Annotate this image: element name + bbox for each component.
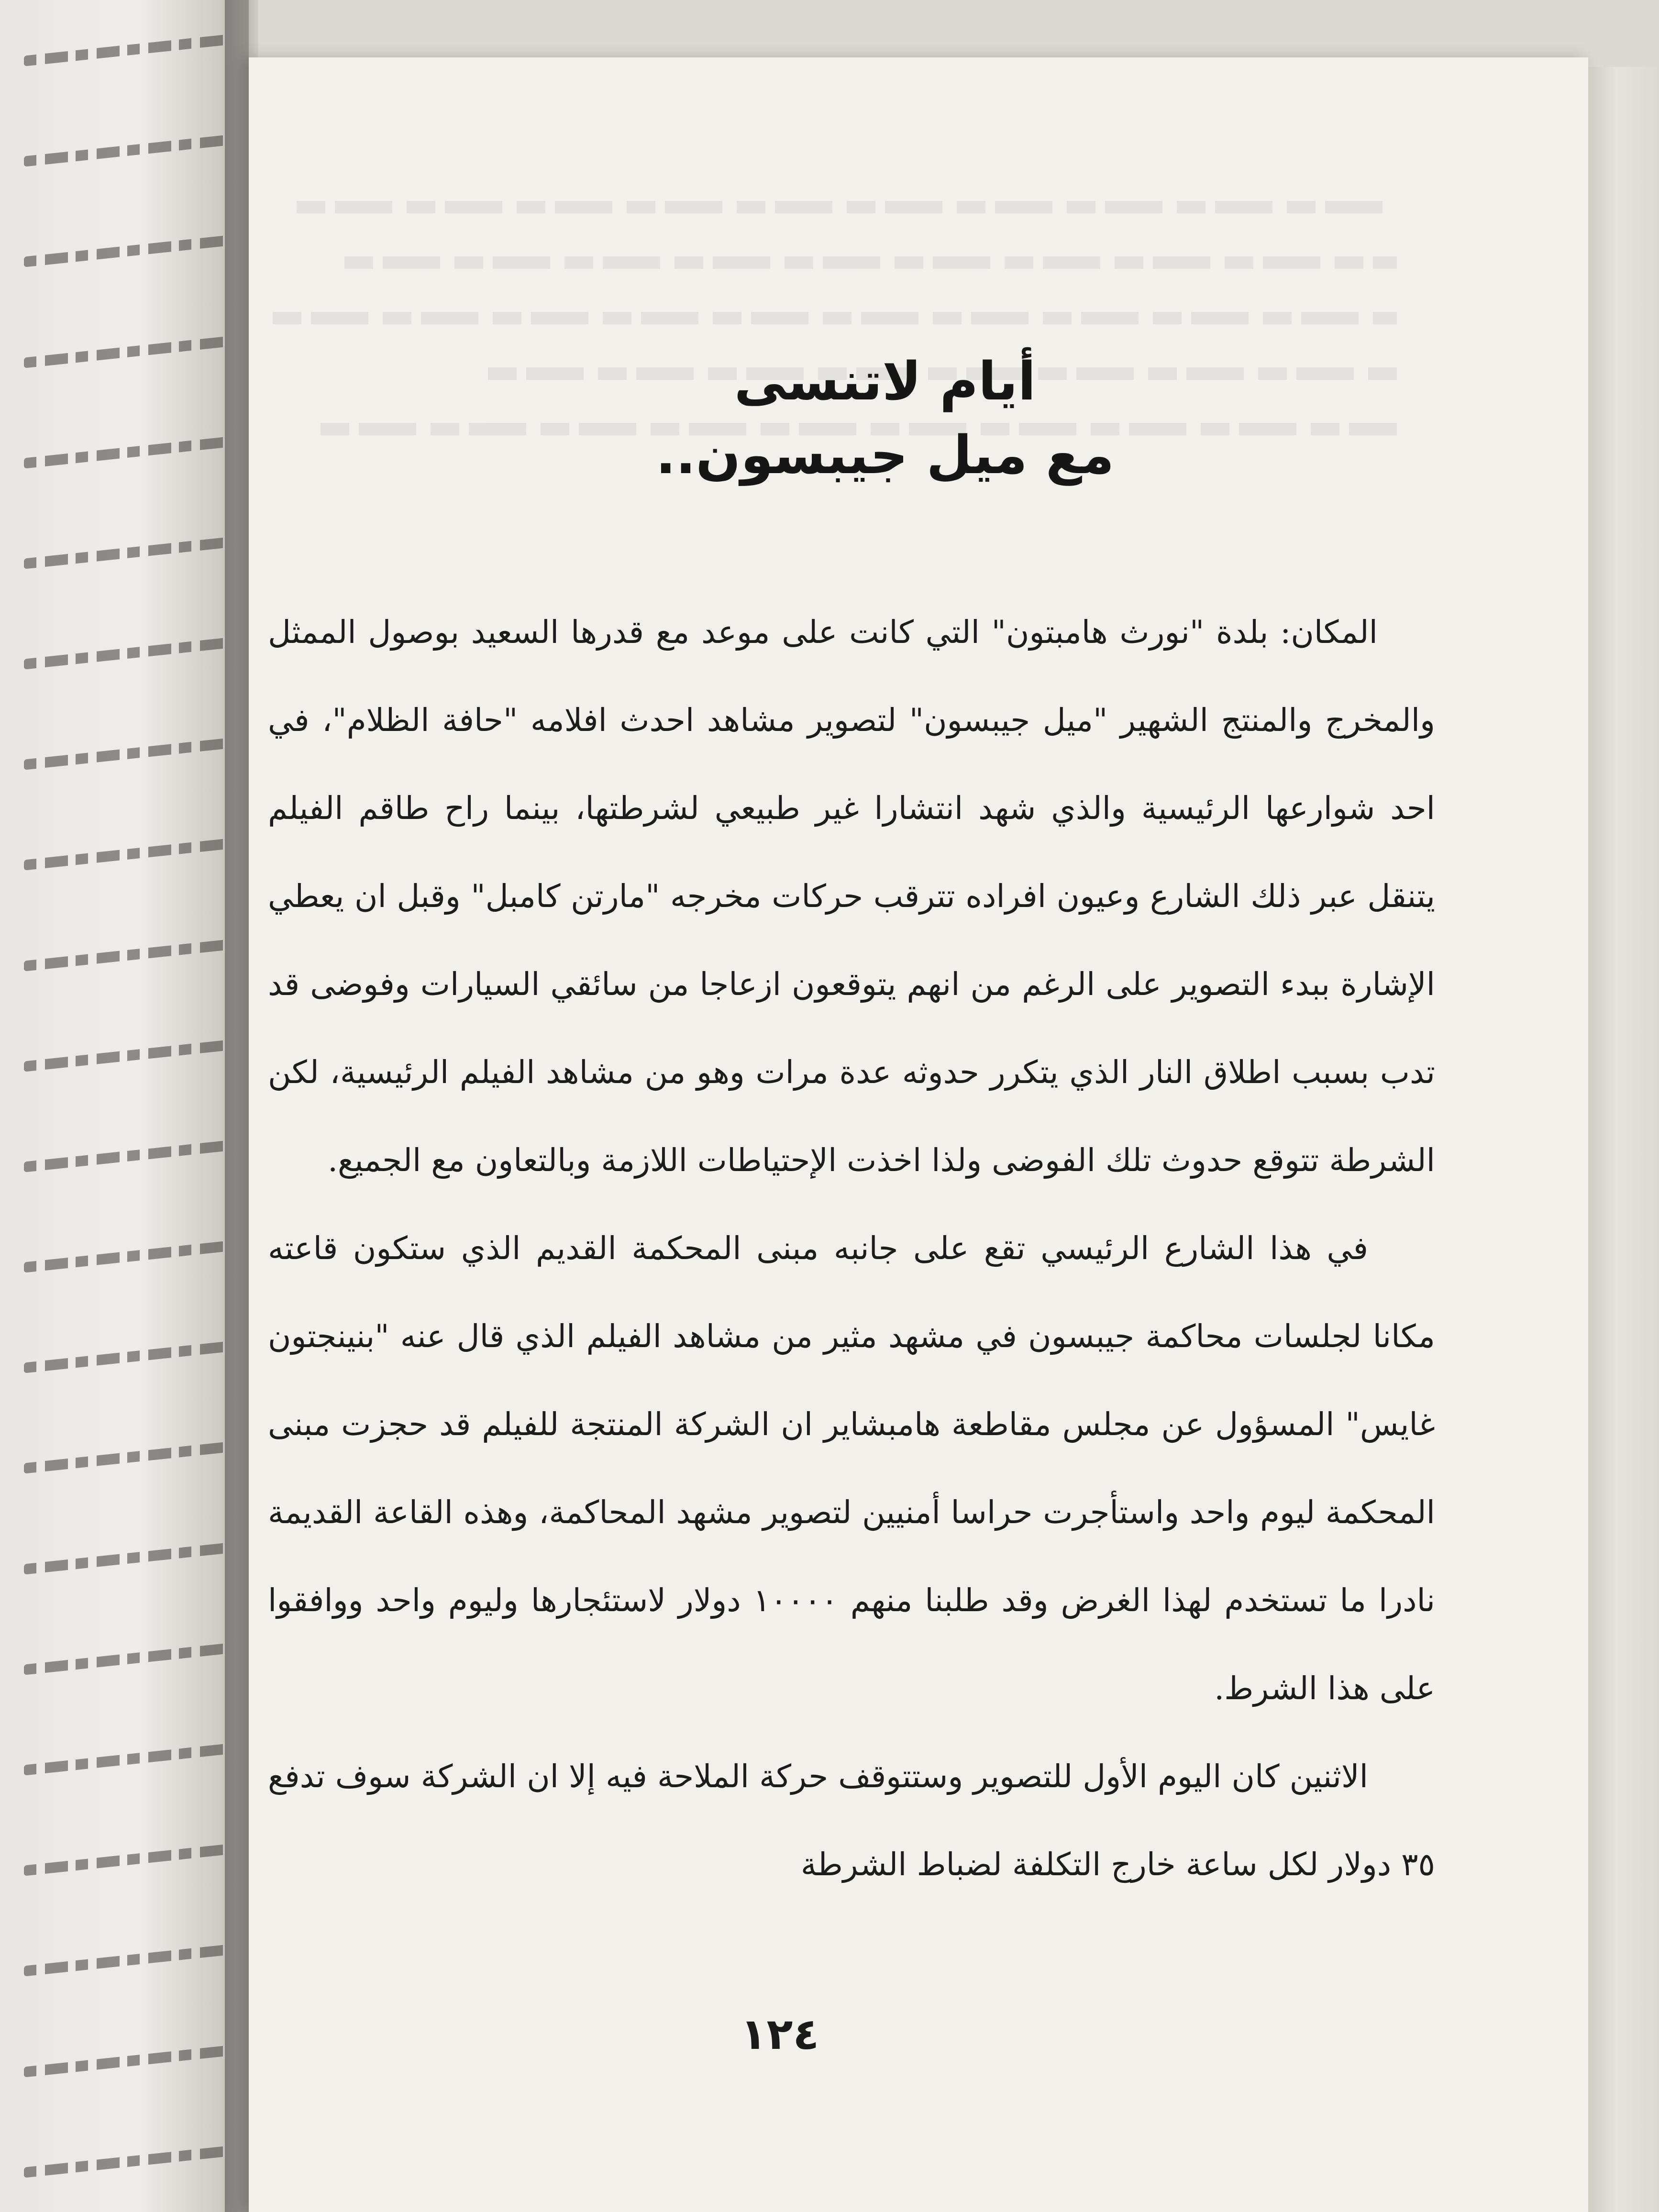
paragraph: في هذا الشارع الرئيسي تقع على جانبه مبنى المحكمة القديم الذي ستكون قاعته مكانا لجلسات محاكمة جيبسون في مشهد مثير من مشاهد الفيلم الذي قال عنه "بنينجتون غايس" المسؤول عن مجلس مقاطعة هامبشاير ان الشركة المنتجة للفيلم قد حجزت مبنى المحكمة ليوم واحد واستأجرت حراسا أمنيين لتصوير مشهد المحاكمة، وهذه القاعة القديمة نادرا ما تستخدم لهذا الغرض وقد طلبنا منهم ١٠٠٠٠ دولار لاستئجارها وليوم واحد ووافقوا على هذا الشرط. <box>268 1230 1435 1707</box>
page-edge <box>1588 67 1659 2212</box>
page-number: ١٢٤ <box>740 2009 819 2059</box>
chapter-title <box>622 344 1148 492</box>
paragraph: الاثنين كان اليوم الأول للتصوير وستتوقف حركة الملاحة فيه إلا ان الشركة سوف تدفع ٣٥ دولار لكل ساعة خارج التكلفة لضباط الشرطة <box>268 1758 1435 1883</box>
body-text <box>268 588 1435 1909</box>
title-line-1: أيام لاتنسى <box>734 351 1036 412</box>
paragraph: المكان: بلدة "نورث هامبتون" التي كانت على موعد مع قدرها السعيد بوصول الممثل والمخرج والمنتج الشهير "ميل جيبسون" لتصوير مشاهد احدث افلامه "حافة الظلام"، في احد شوارعها الرئيسية والذي شهد انتشارا غير طبيعي لشرطتها، بينما راح طاقم الفيلم يتنقل عبر ذلك الشارع وعيون افراده تترقب حركات مخرجه "مارتن كامبل" وقبل ان يعطي الإشارة ببدء التصوير على الرغم من انهم يتوقعون ازعاجا من سائقي السيارات وفوضى قد تدب بسبب اطلاق النار الذي يتكرر حدوثه عدة مرات وهو من مشاهد الفيلم الرئيسية، لكن الشرطة تتوقع حدوث تلك الفوضى ولذا اخذت الإحتياطات اللازمة وبالتعاون مع الجميع. <box>268 614 1435 1179</box>
title-line-2: مع ميل جيبسون.. <box>655 424 1115 486</box>
facing-page <box>0 0 249 2212</box>
facing-page-text-lines <box>10 0 230 2212</box>
